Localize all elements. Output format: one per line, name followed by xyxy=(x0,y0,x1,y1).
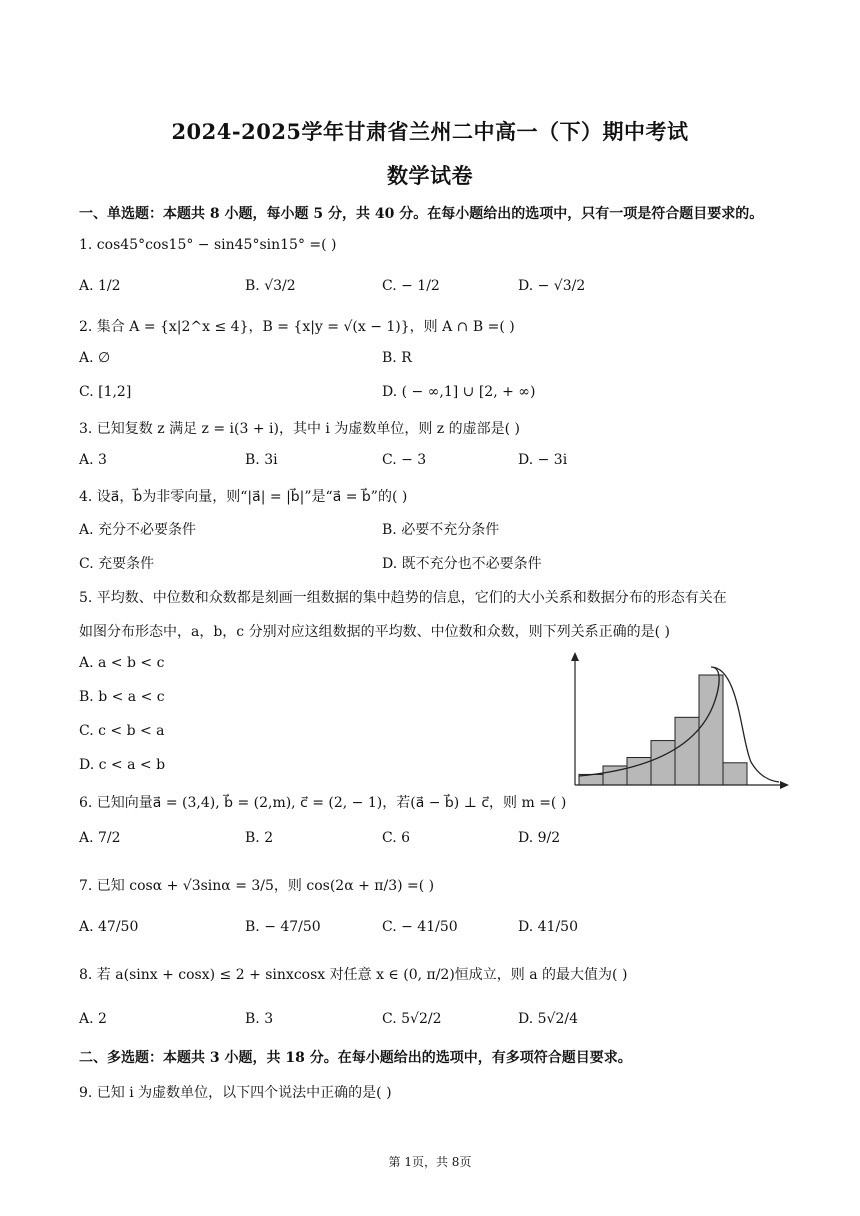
question-7-option-b: B. − 47/50 xyxy=(245,919,321,935)
question-5-stem-line1: 5. 平均数、中位数和众数都是刻画一组数据的集中趋势的信息，它们的大小关系和数据分布的形态有关在 xyxy=(79,590,727,606)
question-6-option-d: D. 9/2 xyxy=(518,830,561,846)
question-1-option-b: B. √3/2 xyxy=(245,278,296,294)
question-1-option-c: C. − 1/2 xyxy=(382,278,440,294)
question-6-stem: 6. 已知向量a⃗ = (3,4), b⃗ = (2,m), c⃗ = (2, − 1)，若(a⃗ − b⃗) ⊥ c⃗，则 m =( ) xyxy=(79,795,567,811)
question-4-option-d: D. 既不充分也不必要条件 xyxy=(382,556,542,572)
question-2-option-d: D. ( − ∞,1] ∪ [2, + ∞) xyxy=(382,384,536,400)
question-3-stem: 3. 已知复数 z 满足 z = i(3 + i)，其中 i 为虚数单位，则 z 的虚部是( ) xyxy=(79,421,520,437)
histogram-bars xyxy=(579,675,747,785)
question-2-option-c: C. [1,2] xyxy=(79,384,132,400)
histogram-bar xyxy=(651,741,675,785)
question-4-stem: 4. 设a⃗，b⃗为非零向量，则“|a⃗| = |b⃗|”是“a⃗ = b⃗”的( ) xyxy=(79,489,408,505)
question-1-option-a: A. 1/2 xyxy=(79,278,121,294)
question-7-option-c: C. − 41/50 xyxy=(382,919,458,935)
question-5-stem-line2: 如图分布形态中，a，b，c 分别对应这组数据的平均数、中位数和众数，则下列关系正确的是( ) xyxy=(79,624,670,640)
question-3-option-a: A. 3 xyxy=(79,452,107,468)
page-title: 2024-2025学年甘肃省兰州二中高一（下）期中考试 xyxy=(171,119,689,144)
question-4-option-c: C. 充要条件 xyxy=(79,556,155,572)
question-5-option-a: A. a < b < c xyxy=(79,655,165,671)
question-8-option-b: B. 3 xyxy=(245,1011,274,1027)
question-2-option-a: A. ∅ xyxy=(79,350,111,366)
question-1-stem: 1. cos45°cos15° − sin45°sin15° =( ) xyxy=(79,237,337,253)
question-3-option-d: D. − 3i xyxy=(518,452,568,468)
section-heading-single-choice: 一、单选题：本题共 8 小题，每小题 5 分，共 40 分。在每小题给出的选项中，只有一项是符合题目要求的。 xyxy=(79,206,764,222)
distribution-histogram xyxy=(565,650,790,795)
question-4-option-b: B. 必要不充分条件 xyxy=(382,522,500,538)
question-8-stem: 8. 若 a(sinx + cosx) ≤ 2 + sinxcosx 对任意 x ∈ (0, π/2)恒成立，则 a 的最大值为( ) xyxy=(79,967,628,983)
question-8-option-d: D. 5√2/4 xyxy=(518,1011,578,1027)
section-heading-multi-choice: 二、多选题：本题共 3 小题，共 18 分。在每小题给出的选项中，有多项符合题目要求。 xyxy=(79,1050,632,1066)
question-3-option-b: B. 3i xyxy=(245,452,278,468)
question-3-option-c: C. − 3 xyxy=(382,452,427,468)
question-5-option-d: D. c < a < b xyxy=(79,757,166,773)
question-6-option-a: A. 7/2 xyxy=(79,830,121,846)
question-7-option-a: A. 47/50 xyxy=(79,919,139,935)
question-9-stem: 9. 已知 i 为虚数单位，以下四个说法中正确的是( ) xyxy=(79,1085,392,1101)
y-axis-arrow xyxy=(571,652,579,661)
histogram-bar xyxy=(675,717,699,785)
x-axis-arrow xyxy=(780,781,789,789)
question-2-stem: 2. 集合 A = {x|2^x ≤ 4}，B = {x|y = √(x − 1)}，则 A ∩ B =( ) xyxy=(79,319,515,335)
histogram-bar xyxy=(699,675,723,785)
histogram-bar xyxy=(723,763,747,785)
question-7-option-d: D. 41/50 xyxy=(518,919,578,935)
question-5-option-b: B. b < a < c xyxy=(79,689,165,705)
question-6-option-c: C. 6 xyxy=(382,830,411,846)
question-2-option-b: B. R xyxy=(382,350,412,366)
question-8-option-a: A. 2 xyxy=(79,1011,107,1027)
question-8-option-c: C. 5√2/2 xyxy=(382,1011,442,1027)
question-7-stem: 7. 已知 cosα + √3sinα = 3/5，则 cos(2α + π/3) =( ) xyxy=(79,878,435,894)
question-4-option-a: A. 充分不必要条件 xyxy=(79,522,197,538)
page-subtitle: 数学试卷 xyxy=(387,163,473,188)
question-5-option-c: C. c < b < a xyxy=(79,723,165,739)
question-1-option-d: D. − √3/2 xyxy=(518,278,586,294)
page-footer: 第 1页，共 8页 xyxy=(388,1155,472,1169)
question-6-option-b: B. 2 xyxy=(245,830,274,846)
